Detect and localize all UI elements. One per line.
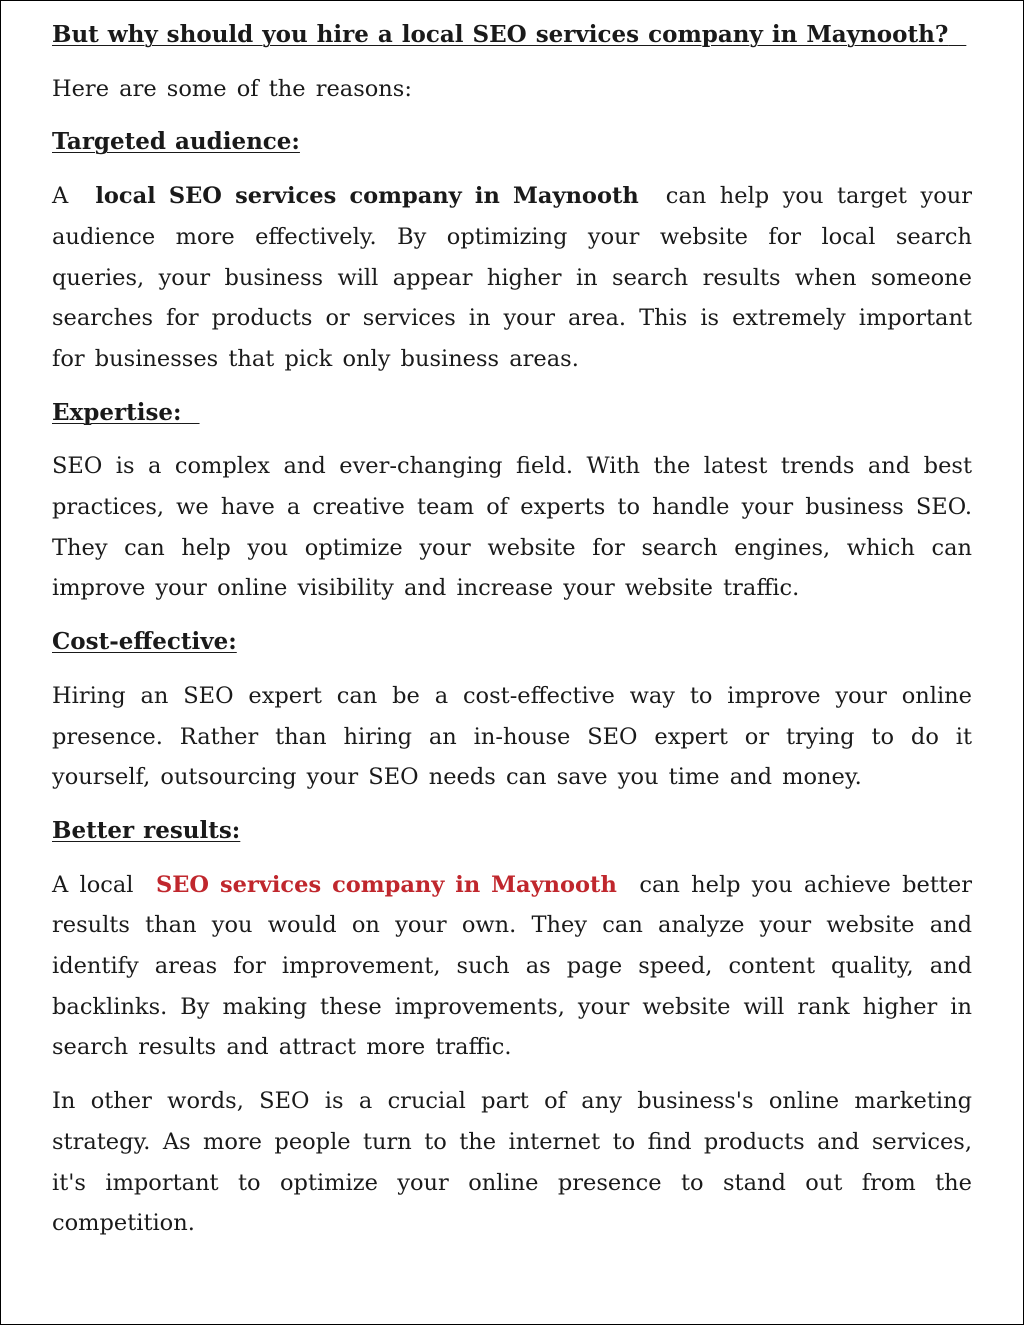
section-heading-better-results: Better results: [52, 816, 241, 844]
seo-services-link[interactable]: SEO services company in Maynooth [156, 871, 617, 898]
section-heading-targeted-audience: Targeted audience: [52, 128, 300, 156]
article-body [52, 15, 972, 1257]
section-paragraph-expertise: SEO is a complex and ever-changing field. With the latest trends and best practices, we have a creative team of experts to handle your business SEO. They can help you optimize your website for search engines, which can improve your online visibility and increase your website traffic. [52, 453, 972, 602]
article-title: But why should you hire a local SEO services company in Maynooth? [52, 21, 949, 48]
paragraph-prefix: A local [52, 871, 134, 898]
section-paragraph-better-results [52, 865, 972, 1069]
section-paragraph-cost-effective: Hiring an SEO expert can be a cost-effective way to improve your online presence. Rather than hiring an in-house SEO expert or trying to do it yourself, outsourcing your SEO needs can save you time and money. [52, 682, 972, 791]
bold-keyword: local SEO services company in Maynooth [95, 183, 639, 210]
paragraph-prefix: A [52, 183, 69, 210]
conclusion-paragraph: In other words, SEO is a crucial part of any business's online marketing strategy. As more people turn to the internet to find products and services, it's important to optimize your online presence to stand out from the competition. [52, 1088, 972, 1237]
paragraph-body: can help you target your audience more effectively. By optimizing your website for local search queries, your business will appear higher in search results when someone searches for products or services in your area. This is extremely important for businesses that pick only business areas. [52, 183, 972, 372]
section-heading-expertise: Expertise: [52, 398, 182, 426]
section-heading-cost-effective: Cost-effective: [52, 628, 237, 656]
intro-paragraph: Here are some of the reasons: [52, 75, 412, 102]
paragraph-body: can help you achieve better results than you would on your own. They can analyze your website and identify areas for improvement, such as page speed, content quality, and backlinks. By making these improvements, your website will rank higher in search results and attract more traffic. [52, 871, 973, 1061]
section-paragraph-targeted-audience [52, 176, 972, 380]
